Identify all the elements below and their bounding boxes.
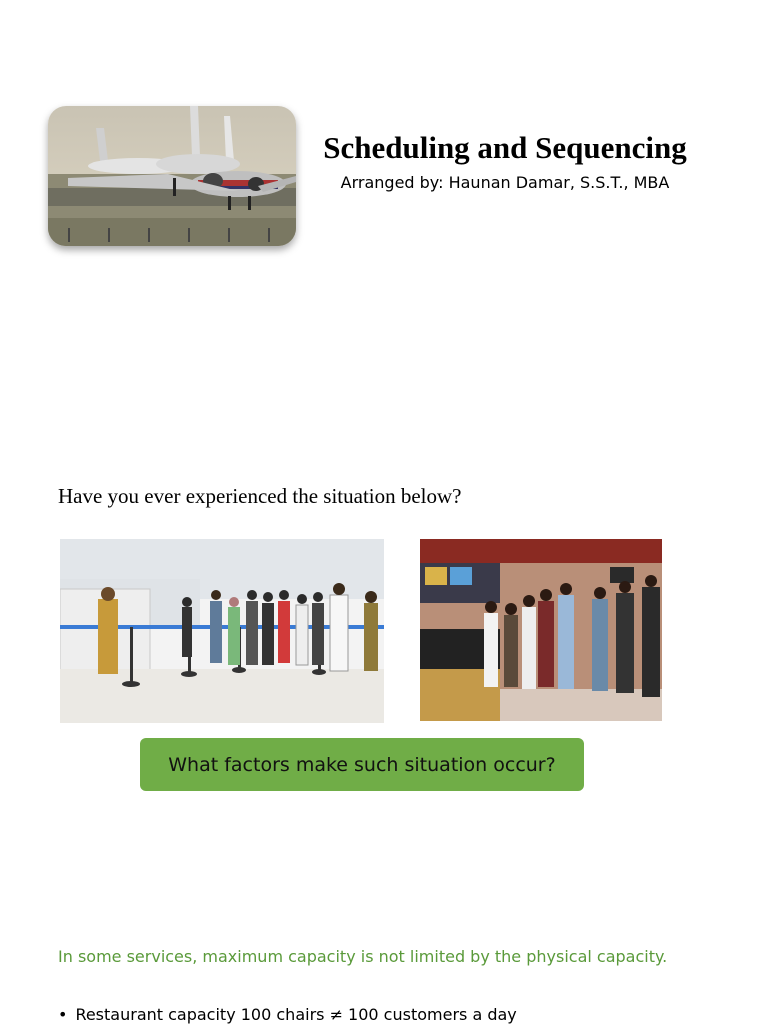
bullet-marker: • <box>58 1005 68 1024</box>
bank-queue-photo <box>60 539 384 723</box>
bullet-text: Restaurant capacity 100 chairs ≠ 100 customers a day <box>75 1005 517 1024</box>
airport-runway-photo <box>48 106 296 246</box>
factors-question-banner: What factors make such situation occur? <box>140 738 584 791</box>
question-heading: Have you ever experienced the situation below? <box>58 484 462 508</box>
bullet-item <box>58 1005 517 1024</box>
presentation-author: Arranged by: Haunan Damar, S.S.T., MBA <box>340 173 670 192</box>
capacity-statement: In some services, maximum capacity is not limited by the physical capacity. <box>58 947 668 966</box>
restaurant-queue-photo <box>420 539 662 721</box>
presentation-title: Scheduling and Sequencing <box>323 130 687 165</box>
